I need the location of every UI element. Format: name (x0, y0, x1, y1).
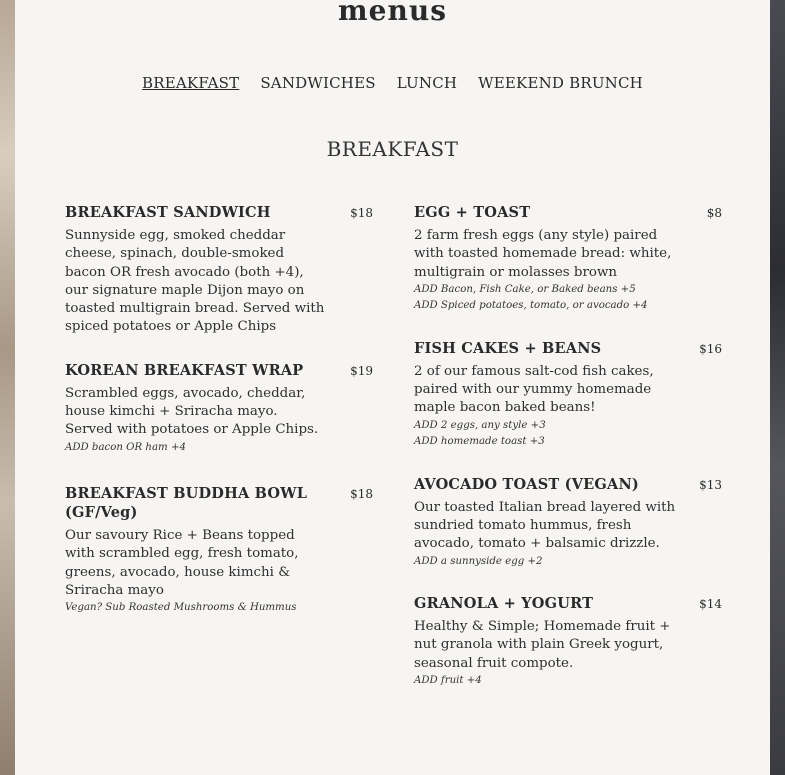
menu-item (414, 203, 722, 315)
menu-item (414, 475, 722, 570)
item-name: BREAKFAST SANDWICH (65, 204, 271, 221)
background-left (0, 0, 15, 775)
item-name: FISH CAKES + BEANS (414, 339, 602, 357)
item-description: Our savoury Rice + Beans topped with scrambled egg, fresh tomato, greens, avocado, house kimchi & Sriracha mayo (65, 528, 299, 599)
item-name: KOREAN BREAKFAST WRAP (65, 361, 304, 379)
item-price: $16 (699, 341, 722, 356)
menu-item (65, 203, 373, 337)
item-name: EGG + TOAST (414, 204, 531, 221)
item-price: $8 (706, 206, 722, 220)
item-add-on: ADD 2 eggs, any style +3 (414, 419, 546, 431)
tab-breakfast[interactable]: BREAKFAST (142, 74, 240, 92)
item-add-on: ADD Spiced potatoes, tomato, or avocado +4 (414, 300, 648, 312)
item-description: Sunnyside egg, smoked cheddar cheese, spinach, double-smoked bacon OR fresh avocado (both +4), our signature maple Dijon mayo on toasted multigrain bread. Served with spiced potatoes or Apple Chips (65, 228, 325, 335)
menu-item (414, 339, 722, 451)
item-price: $18 (350, 487, 373, 502)
item-price: $18 (350, 206, 373, 220)
menu-panel (15, 0, 770, 775)
item-add-on: ADD bacon OR ham +4 (65, 441, 186, 453)
page-title: menus (338, 0, 447, 27)
tab-lunch[interactable]: LUNCH (396, 74, 458, 92)
item-add-on: ADD fruit +4 (414, 675, 482, 687)
menu-column-left (65, 203, 373, 639)
item-add-on: ADD homemade toast +3 (414, 436, 545, 448)
item-name: AVOCADO TOAST (VEGAN) (414, 475, 639, 493)
background-right (770, 0, 785, 775)
item-price: $14 (699, 597, 722, 612)
item-description: Our toasted Italian bread layered with sundried tomato hummus, fresh avocado, tomato + balsamic drizzle. (414, 499, 676, 552)
item-description: Scrambled eggs, avocado, cheddar, house kimchi + Sriracha mayo. Served with potatoes or Apple Chips. (65, 385, 319, 438)
menu-item (65, 361, 373, 456)
tab-weekend-brunch[interactable]: WEEKEND BRUNCH (478, 74, 643, 92)
item-description: Healthy & Simple; Homemade fruit + nut granola with plain Greek yogurt, seasonal fruit compote. (414, 619, 671, 671)
menu-item (65, 484, 373, 617)
item-price: $13 (699, 477, 722, 492)
menu-tabs (15, 74, 770, 92)
item-add-on: ADD Bacon, Fish Cake, or Baked beans +5 (414, 283, 636, 295)
item-add-on: Vegan? Sub Roasted Mushrooms & Hummus (65, 602, 297, 614)
menu-column-right (414, 203, 722, 712)
item-description: 2 farm fresh eggs (any style) paired with toasted homemade bread: white, multigrain or molasses brown (414, 228, 672, 280)
tab-sandwiches[interactable]: SANDWICHES (260, 74, 376, 92)
section-title: BREAKFAST (326, 137, 459, 161)
item-name: GRANOLA + YOGURT (414, 595, 594, 613)
item-price: $19 (350, 363, 373, 378)
item-name: BREAKFAST BUDDHA BOWL (GF/Veg) (65, 485, 308, 522)
item-add-on: ADD a sunnyside egg +2 (414, 555, 543, 567)
item-description: 2 of our famous salt-cod fish cakes, paired with our yummy homemade maple bacon baked beans! (414, 363, 654, 416)
menu-item (414, 594, 722, 689)
